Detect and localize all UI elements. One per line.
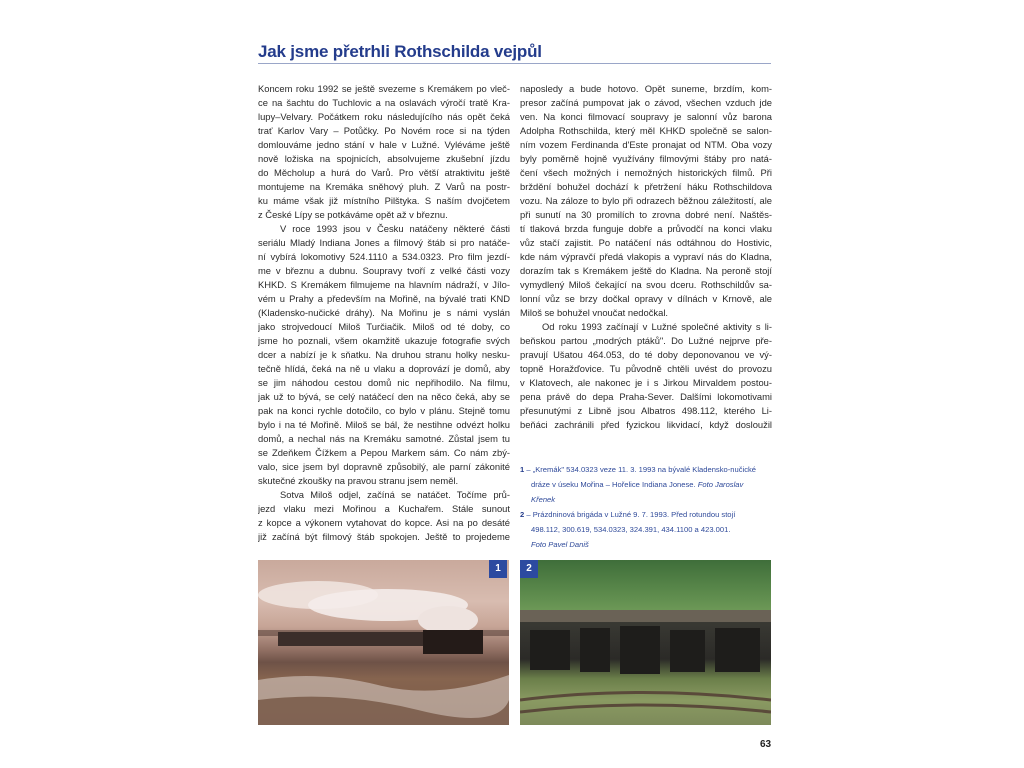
text-line: kde nám výpravčí předá vlakopis a vypraví nás do Kladna,	[520, 251, 772, 262]
right-column	[520, 82, 772, 432]
text-line: se jim náhodou cestou domů nic nepřihodilo. Na filmu,	[258, 377, 510, 388]
text-line: lupy–Velvary. Počátkem roku následujícího nás opět čeká	[258, 111, 510, 122]
text-line: Miloš se bohužel vnoučat nedočkal.	[520, 307, 669, 318]
photo-2-illustration	[520, 560, 771, 725]
text-line: již začíná být filmový štáb spokojen. Ještě to projedeme	[258, 531, 510, 542]
text-line: Sotva Miloš odjel, začíná se natáčet. Točíme prů-	[280, 489, 510, 500]
text-line: KHKD. S Kremákem filmujeme na hlavním nádraží, v Jílo-	[258, 279, 510, 290]
text-line: do Měcholup a hurá do Varů. Pro větší atraktivitu ještě	[258, 167, 510, 178]
title-rule	[258, 63, 771, 64]
text-line: vymydlený Miloš čekající na svou dceru. Rothschildův sa-	[520, 279, 772, 290]
text-line: lonní vůz se brzy dočkal opravy v dílnách v Krnově, ale	[520, 293, 772, 304]
caption-number: 1	[520, 465, 525, 474]
photo-roundhouse	[520, 560, 771, 725]
text-line: presor začíná pumpovat jak o závod, všechen vzduch jde	[520, 97, 772, 108]
text-line: ven. Na konci filmovací soupravy je salonní vůz barona	[520, 111, 772, 122]
text-line: vém u Prahy a především na Mořině, na bývalé trati KND	[258, 293, 510, 304]
text-line: vozu. Na záloze to bylo při odrazech běžnou záležitostí, ale	[520, 195, 772, 206]
text-line: ce na šachtu do Tuchlovic a na oslavách výročí tratě Kra-	[258, 97, 510, 108]
photo-steam-train	[258, 560, 509, 725]
text-line: tí tlaková brzda funguje dobře a průvodčí na konci vlaku	[520, 223, 772, 234]
caption-1-line-2	[520, 477, 772, 492]
text-line: naposledy a bude hotovo. Opět suneme, brzdím, kom-	[520, 83, 772, 94]
text-line: jezd vlaku mezi Mořinou a Kuchařem. Stále sunout	[258, 503, 510, 514]
text-line: v Klatovech, ale nakonec je i s Jirkou Mirvaldem postou-	[520, 377, 772, 388]
text-line: ku máme však již místního Pilštyka. S naším dvojčetem	[258, 195, 510, 206]
text-line: z České Lípy se potkáváme opět až v březnu.	[258, 209, 448, 220]
text-line: brždění bohužel dochází k přetržení háku Rothschildova	[520, 181, 772, 192]
caption-1-line-1	[520, 462, 772, 477]
text-line: pravují Ušatou 464.053, do té doby deponovanou ve vý-	[520, 349, 772, 360]
text-line: přesunutými z Libně jsou Albatros 498.112, kterého Li-	[520, 405, 772, 416]
caption-2-line-2: 498.112, 300.619, 534.0323, 324.391, 434.1100 a 423.001.	[531, 525, 731, 534]
text-line: skutečné zkoušky na pravou stranu jsem neměl.	[258, 475, 459, 486]
photo-number-badge: 2	[520, 560, 538, 578]
text-line: trať Karlov Vary – Potůčky. Po Novém roce si na týden	[258, 125, 510, 136]
text-line: Od roku 1993 začínají v Lužné společné aktivity s li-	[542, 321, 772, 332]
text-line: beňskou partou „modrých ptáků". Do Lužné nejprve pře-	[520, 335, 772, 346]
left-column	[258, 82, 510, 544]
text-line: vůz stačí zajistit. Po natáčení nás odtáhnou do Hostivic,	[520, 237, 772, 248]
photo-number-badge: 1	[489, 560, 507, 578]
text-line: domlouváme jedno stání v hale v Lužné. Vyléváme ještě	[258, 139, 510, 150]
text-line: domů, a nechal nás na Kremáku samotné. Zůstal jsem tu	[258, 433, 510, 444]
text-line: topně Horažďovice. Tu původně chtěli uvést do provozu	[520, 363, 772, 374]
text-line: nově ložiska na spojnicích, absolvujeme zkušební jízdu	[258, 153, 510, 164]
caption-text: Prázdninová brigáda v Lužné 9. 7. 1993. Před rotundou stojí	[532, 510, 736, 519]
text-line: při sunutí na 30 promilích to zrovna dobré není. Naštěs-	[520, 209, 772, 220]
caption-text: dráze v úseku Mořina – Hořelice Indiana Jonese.	[531, 480, 698, 489]
text-line: ním vozem Ferdinanda d'Este pronajat od NTM. Oba vozy	[520, 139, 772, 150]
caption-number: 2	[520, 510, 525, 519]
text-line: jsme ho poznali, všem okamžitě ukazuje fotografie svých	[258, 335, 510, 346]
caption-2-line-1	[520, 507, 772, 522]
text-line: me v březnu a dubnu. Soupravy tvoří z velké části vozy	[258, 265, 510, 276]
caption-2-line-3: Foto Pavel Daniš	[531, 540, 589, 549]
caption-separator: –	[524, 510, 533, 519]
caption-separator: –	[524, 465, 533, 474]
text-line: tečně hlídá, čeká na ně u vlaku a doprovází je domů, aby	[258, 363, 510, 374]
text-line: Adolpha Rothschilda, který měl KHKD společně se salon-	[520, 125, 772, 136]
page-number: 63	[760, 739, 772, 750]
text-line: čení všech možných i nemožných historických filmů. Při	[520, 167, 772, 178]
text-line: dcer a nabízí je k sňatku. Na druhou stranu holky nesku-	[258, 349, 510, 360]
text-line: pena právě do depa Praha-Sever. Dalšími lokomotivami	[520, 391, 772, 402]
text-line: valo, sice jsem byl dopravně způsobilý, ale parní zákonité	[258, 461, 510, 472]
text-line: ní vybírá lokomotivy 524.1110 a 534.0323. Pro film jezdí-	[258, 251, 510, 262]
text-line: pak na konci rychle dotočilo, co bylo v plánu. Stejně tomu	[258, 405, 510, 416]
text-line: jako strojvedoucí Miloš Turčiačik. Miloš od té doby, co	[258, 321, 510, 332]
text-line: seriálu Mladý Indiana Jones a filmový štáb si pro natáče-	[258, 237, 510, 248]
text-line: bylo i na té Mořině. Miloš se bál, že nestihne odvézt holku	[258, 419, 510, 430]
text-line: dorazím tak s Kremákem ještě do Kladna. Na peroně stojí	[520, 265, 772, 276]
photo-captions	[520, 462, 772, 552]
caption-credit: Foto Jaroslav	[697, 480, 744, 489]
text-line: z kopce a výkonem vytahovat do kopce. Asi na po desáté	[258, 517, 510, 528]
caption-1-line-3: Křenek	[531, 495, 556, 504]
page-title: Jak jsme přetrhli Rothschilda vejpůl	[258, 42, 542, 61]
text-line: jak už to bývá, se celý natáčecí den na něco čeká, aby se	[258, 391, 510, 402]
text-line: byly poměrně hojně využívány filmovými štáby pro natá-	[520, 153, 772, 164]
text-line: (Kladensko-nučické dráhy). Na Mořinu je s námi vyslán	[258, 307, 510, 318]
text-line: Koncem roku 1992 se ještě svezeme s Kremákem po vleč-	[258, 83, 510, 94]
text-line: beňáci zachránili před fyzickou likvidací, když dosloužil	[520, 419, 772, 430]
photo-1-illustration	[258, 560, 509, 725]
text-line: montujeme na Kremáka sněhový pluh. Z Varů na postr-	[258, 181, 510, 192]
text-line: V roce 1993 jsou v Česku natáčeny některé části	[280, 223, 510, 234]
text-line: se Zdeňkem Čížkem a Pepou Markem sám. Co nám zbý-	[258, 447, 510, 458]
caption-text: „Kremák" 534.0323 veze 11. 3. 1993 na bývalé Kladensko-nučické	[532, 465, 757, 474]
